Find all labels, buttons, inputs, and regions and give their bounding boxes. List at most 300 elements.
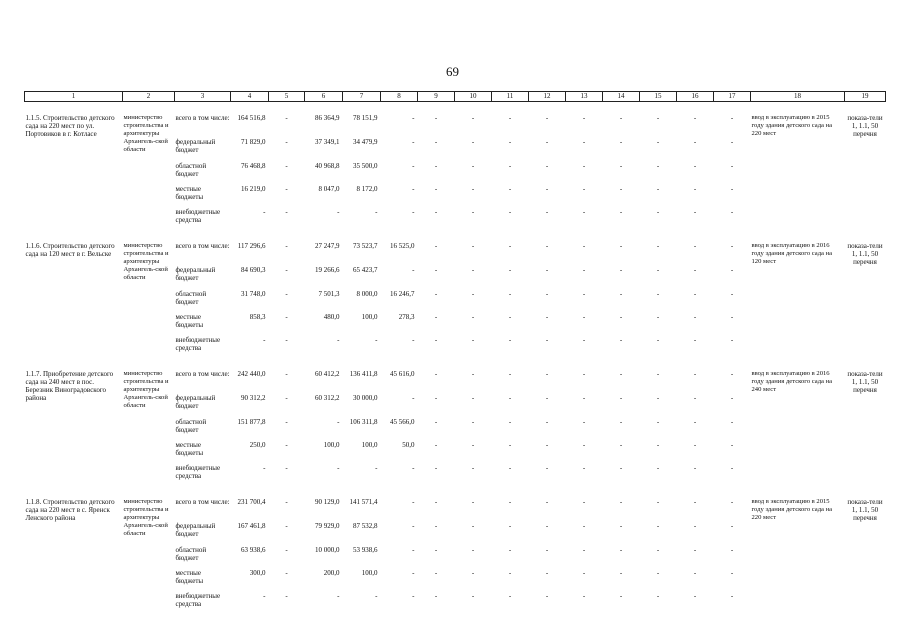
funding-source-cell: всего в том числе: [175,498,230,506]
value-cell: - [545,370,549,378]
funding-source-cell: всего в том числе: [175,114,230,122]
value-cell: - [619,208,623,216]
value-cell: - [545,208,549,216]
value-cell: - [693,498,697,506]
column-header: 13 [566,92,603,102]
value-cell: - [434,418,438,426]
value-cell: - [619,185,623,193]
value-cell: - [508,208,512,216]
column-number-header [25,92,886,102]
project-name-cell: 1.1.5. Строительство детского сада на 220 мест по ул. Портовиков в г. Котласе [25,114,115,138]
funding-source-cell: внебюджетные средства [175,592,221,608]
value-cell: - [412,498,415,506]
value-cell: - [619,242,623,250]
value-cell: - [656,498,660,506]
column-header: 4 [231,92,269,102]
value-cell: - [545,394,549,402]
value-cell: 136 411,8 [349,370,378,378]
value-cell: - [545,441,549,449]
value-cell: - [471,336,475,344]
value-cell: - [582,569,586,577]
project-separator [25,102,886,115]
value-cell: - [471,394,475,402]
value-cell: 50,0 [402,441,415,449]
column-header: 11 [492,92,529,102]
value-cell: - [412,114,415,122]
value-cell: - [285,569,288,577]
value-cell: - [285,138,288,146]
value-cell: 167 461,8 [237,522,266,530]
value-cell: 45 616,0 [390,370,415,378]
value-cell: - [693,546,697,554]
value-cell: - [730,441,734,449]
value-cell: 100,0 [361,441,378,449]
value-cell: 106 311,8 [349,418,378,426]
value-cell: - [412,546,415,554]
value-cell: - [619,569,623,577]
value-cell: - [471,498,475,506]
value-cell: - [508,266,512,274]
value-cell: 19 266,6 [315,266,340,274]
value-cell: - [434,114,438,122]
column-header: 8 [381,92,418,102]
value-cell: 78 151,9 [353,114,378,122]
value-cell: - [471,162,475,170]
value-cell: - [693,313,697,321]
value-cell: - [434,441,438,449]
spacer-cell [25,230,886,242]
value-cell: - [508,592,512,600]
value-cell: - [730,546,734,554]
value-cell: - [582,208,586,216]
column-header: 14 [603,92,640,102]
value-cell: - [656,208,660,216]
funding-source-cell: областной бюджет [175,162,207,178]
value-cell: - [582,313,586,321]
value-cell: 231 700,4 [237,498,266,506]
value-cell: - [434,394,438,402]
value-cell: - [730,290,734,298]
column-header: 9 [418,92,455,102]
value-cell: - [730,114,734,122]
value-cell: - [434,569,438,577]
value-cell: - [375,464,378,472]
value-cell: - [412,336,415,344]
value-cell: - [434,370,438,378]
value-cell: 16 525,0 [390,242,415,250]
value-cell: - [693,569,697,577]
value-cell: 8 000,0 [356,290,378,298]
value-cell: - [471,441,475,449]
value-cell: - [285,546,288,554]
value-cell: - [656,266,660,274]
spacer-cell [25,102,886,115]
value-cell: - [730,569,734,577]
value-cell: - [693,114,697,122]
value-cell: - [693,441,697,449]
value-cell: - [656,162,660,170]
value-cell: - [545,242,549,250]
value-cell: - [508,546,512,554]
funding-source-cell: областной бюджет [175,418,207,434]
table-row [25,370,886,394]
value-cell: - [508,313,512,321]
value-cell: - [693,418,697,426]
indicator-cell: показа-тели 1, 1.1, 50 перечня [847,370,883,394]
executor-cell: министерство строительства и архитектуры Архангель-ской области [123,370,169,409]
value-cell: - [582,418,586,426]
value-cell: 34 479,9 [353,138,378,146]
page-number: 69 [446,64,459,79]
value-cell: - [285,162,288,170]
value-cell: - [508,290,512,298]
value-cell: 8 172,0 [356,185,378,193]
value-cell: 60 312,2 [315,394,340,402]
value-cell: - [582,464,586,472]
value-cell: - [582,441,586,449]
project-name-cell: 1.1.7. Приобретение детского сада на 240 мест в пос. Березник Виноградовского района [25,370,114,402]
value-cell: - [285,313,288,321]
value-cell: - [508,498,512,506]
value-cell: - [693,336,697,344]
value-cell: - [412,569,415,577]
value-cell: - [545,138,549,146]
value-cell: - [619,418,623,426]
value-cell: - [434,498,438,506]
value-cell: - [619,313,623,321]
funding-source-cell: всего в том числе: [175,242,230,250]
value-cell: - [508,464,512,472]
value-cell: - [656,418,660,426]
value-cell: - [693,370,697,378]
funding-source-cell: областной бюджет [175,546,207,562]
value-cell: - [582,522,586,530]
value-cell: - [285,242,288,250]
expected-result-cell: ввод в эксплуатацию в 2015 году здания детского сада на 220 мест [751,498,833,521]
column-header: 17 [714,92,751,102]
value-cell: - [656,242,660,250]
value-cell: - [337,336,340,344]
value-cell: - [285,522,288,530]
value-cell: - [263,592,266,600]
program-table [24,91,886,614]
value-cell: - [730,208,734,216]
executor-cell: министерство строительства и архитектуры Архангель-ской области [123,242,169,281]
value-cell: - [730,522,734,530]
value-cell: - [730,313,734,321]
value-cell: - [730,242,734,250]
value-cell: 79 929,0 [315,522,340,530]
value-cell: - [471,266,475,274]
executor-cell: министерство строительства и архитектуры Архангель-ской области [123,498,169,537]
spacer-cell [25,486,886,498]
value-cell: - [412,208,415,216]
value-cell: - [730,336,734,344]
value-cell: - [730,266,734,274]
value-cell: - [619,336,623,344]
value-cell: - [263,464,266,472]
value-cell: - [582,185,586,193]
funding-source-cell: федеральный бюджет [175,138,216,154]
value-cell: - [656,441,660,449]
value-cell: 8 047,0 [318,185,340,193]
value-cell: 480,0 [323,313,340,321]
value-cell: - [412,162,415,170]
value-cell: - [412,138,415,146]
value-cell: - [285,394,288,402]
value-cell: - [471,208,475,216]
value-cell: - [285,336,288,344]
value-cell: 200,0 [323,569,340,577]
value-cell: - [412,266,415,274]
value-cell: - [508,242,512,250]
value-cell: - [582,394,586,402]
value-cell: - [545,464,549,472]
value-cell: 16 246,7 [390,290,415,298]
spacer-cell [25,358,886,370]
value-cell: - [730,592,734,600]
value-cell: - [582,290,586,298]
value-cell: - [545,266,549,274]
value-cell: - [285,418,288,426]
value-cell: - [656,138,660,146]
value-cell: - [471,464,475,472]
value-cell: - [656,185,660,193]
value-cell: - [285,498,288,506]
value-cell: - [412,522,415,530]
value-cell: - [434,185,438,193]
column-header: 16 [677,92,714,102]
value-cell: - [656,336,660,344]
value-cell: - [582,336,586,344]
value-cell: - [471,313,475,321]
value-cell: - [285,441,288,449]
value-cell: - [434,242,438,250]
funding-source-cell: внебюджетные средства [175,208,221,224]
value-cell: 76 468,8 [241,162,266,170]
funding-source-cell: всего в том числе: [175,370,230,378]
value-cell: - [508,185,512,193]
value-cell: - [656,313,660,321]
value-cell: - [508,394,512,402]
value-cell: 45 566,0 [390,418,415,426]
value-cell: - [656,592,660,600]
value-cell: - [471,114,475,122]
value-cell: - [730,464,734,472]
value-cell: 30 000,0 [353,394,378,402]
funding-source-cell: местные бюджеты [175,441,204,457]
project-separator [25,358,886,370]
value-cell: 40 968,8 [315,162,340,170]
value-cell: - [619,266,623,274]
value-cell: 27 247,9 [315,242,340,250]
value-cell: - [656,569,660,577]
value-cell: 300,0 [249,569,266,577]
value-cell: 53 938,6 [353,546,378,554]
value-cell: - [619,592,623,600]
value-cell: 7 501,3 [318,290,340,298]
value-cell: - [545,592,549,600]
value-cell: - [619,498,623,506]
value-cell: - [471,569,475,577]
value-cell: - [619,114,623,122]
value-cell: - [730,370,734,378]
value-cell: 117 296,6 [237,242,266,250]
value-cell: - [508,522,512,530]
funding-source-cell: федеральный бюджет [175,522,216,538]
column-header: 19 [845,92,886,102]
value-cell: - [508,162,512,170]
value-cell: - [508,114,512,122]
value-cell: - [471,546,475,554]
value-cell: - [285,592,288,600]
value-cell: - [619,290,623,298]
project-separator [25,486,886,498]
value-cell: - [285,290,288,298]
value-cell: - [375,208,378,216]
value-cell: 87 532,8 [353,522,378,530]
value-cell: - [285,114,288,122]
value-cell: - [434,592,438,600]
value-cell: - [582,138,586,146]
value-cell: - [582,266,586,274]
value-cell: - [693,290,697,298]
value-cell: - [508,418,512,426]
value-cell: - [263,208,266,216]
value-cell: - [337,208,340,216]
value-cell: - [619,138,623,146]
value-cell: - [285,464,288,472]
value-cell: 90 312,2 [241,394,266,402]
value-cell: - [337,592,340,600]
value-cell: - [545,313,549,321]
expected-result-cell: ввод в эксплуатацию в 2015 году здания детского сада на 220 мест [751,114,833,137]
value-cell: - [582,242,586,250]
project-name-cell: 1.1.8. Строительство детского сада на 220 мест в с. Яренск Ленского района [25,498,115,522]
table-body [25,102,886,615]
value-cell: - [508,370,512,378]
value-cell: 71 829,0 [241,138,266,146]
value-cell: - [545,498,549,506]
value-cell: - [582,162,586,170]
column-header: 2 [123,92,175,102]
value-cell: - [285,266,288,274]
value-cell: - [412,464,415,472]
value-cell: - [412,185,415,193]
value-cell: - [285,370,288,378]
value-cell: - [730,394,734,402]
project-name-cell: 1.1.6. Строительство детского сада на 120 мест в г. Вельске [25,242,115,258]
value-cell: - [471,418,475,426]
column-header: 10 [455,92,492,102]
value-cell: - [656,290,660,298]
value-cell: - [545,114,549,122]
value-cell: - [693,242,697,250]
value-cell: - [434,266,438,274]
value-cell: - [434,522,438,530]
value-cell: - [508,569,512,577]
value-cell: 858,3 [249,313,266,321]
value-cell: - [545,546,549,554]
value-cell: - [434,336,438,344]
value-cell: 278,3 [398,313,415,321]
value-cell: - [337,464,340,472]
value-cell: 250,0 [249,441,266,449]
value-cell: - [582,546,586,554]
value-cell: - [656,370,660,378]
value-cell: - [471,242,475,250]
value-cell: - [545,522,549,530]
value-cell: - [545,336,549,344]
value-cell: 37 349,1 [315,138,340,146]
value-cell: 164 516,8 [237,114,266,122]
value-cell: - [693,185,697,193]
funding-source-cell: местные бюджеты [175,313,204,329]
value-cell: - [619,370,623,378]
value-cell: 151 877,8 [237,418,266,426]
value-cell: - [471,592,475,600]
column-header: 15 [640,92,677,102]
value-cell: - [545,162,549,170]
value-cell: - [434,464,438,472]
value-cell: - [471,522,475,530]
value-cell: - [619,394,623,402]
value-cell: - [434,162,438,170]
indicator-cell: показа-тели 1, 1.1, 50 перечня [847,498,883,522]
value-cell: - [693,162,697,170]
value-cell: - [582,114,586,122]
value-cell: - [545,418,549,426]
value-cell: - [730,138,734,146]
value-cell: 84 690,3 [241,266,266,274]
value-cell: 16 219,0 [241,185,266,193]
value-cell: - [337,418,340,426]
value-cell: - [619,464,623,472]
column-header: 6 [305,92,343,102]
value-cell: - [471,138,475,146]
value-cell: - [375,592,378,600]
value-cell: - [582,370,586,378]
value-cell: - [693,208,697,216]
value-cell: - [656,546,660,554]
value-cell: - [619,441,623,449]
value-cell: 90 129,0 [315,498,340,506]
value-cell: - [285,208,288,216]
value-cell: 86 364,9 [315,114,340,122]
value-cell: 100,0 [323,441,340,449]
column-header: 1 [25,92,123,102]
value-cell: - [693,138,697,146]
value-cell: - [375,336,378,344]
funding-source-cell: внебюджетные средства [175,336,221,352]
value-cell: - [693,266,697,274]
funding-source-cell: областной бюджет [175,290,207,306]
value-cell: 63 938,6 [241,546,266,554]
value-cell: - [508,138,512,146]
value-cell: 100,0 [361,569,378,577]
value-cell: - [545,290,549,298]
value-cell: - [730,162,734,170]
value-cell: - [693,522,697,530]
value-cell: - [656,114,660,122]
value-cell: - [582,498,586,506]
table-row [25,242,886,266]
funding-source-cell: федеральный бюджет [175,266,216,282]
value-cell: - [619,522,623,530]
value-cell: - [434,208,438,216]
value-cell: - [434,138,438,146]
project-separator [25,230,886,242]
